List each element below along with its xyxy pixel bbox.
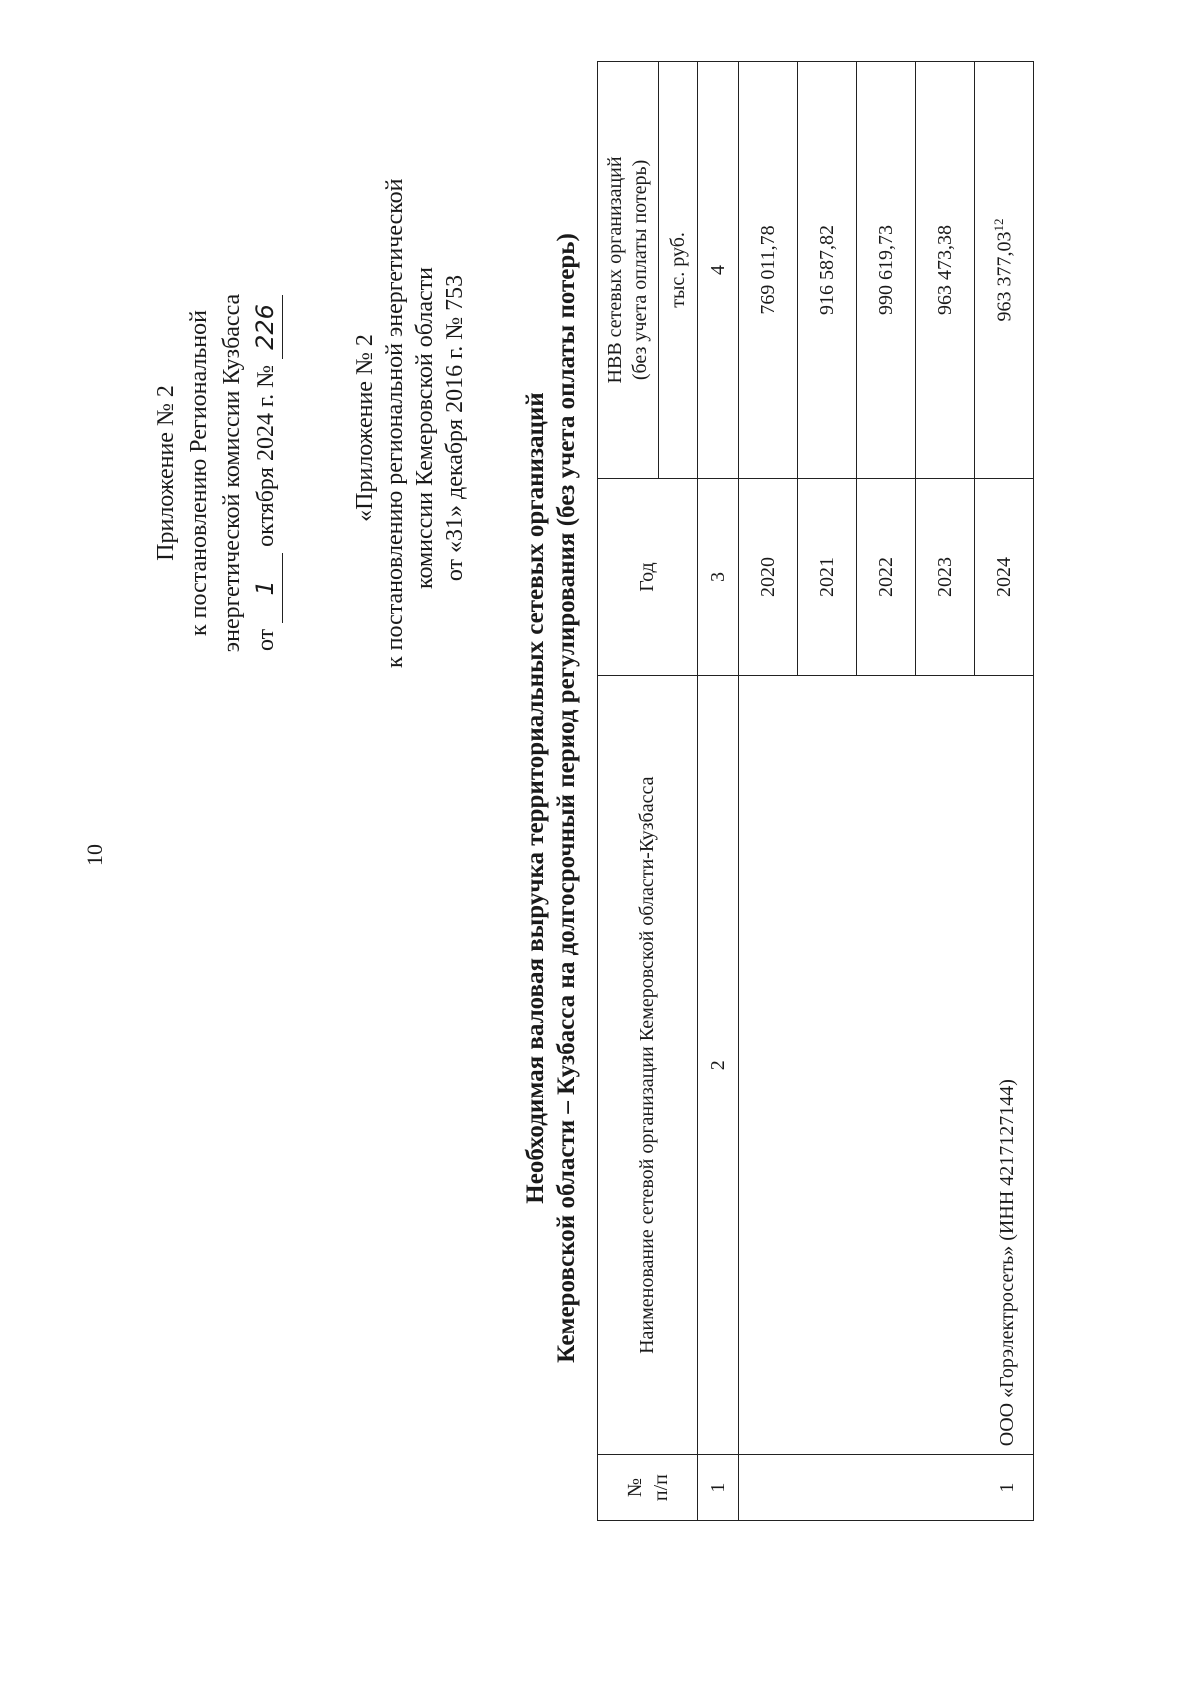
table-column-index-row	[698, 62, 739, 1521]
row-num: 1	[739, 1455, 1034, 1521]
document-title-line-2: Кемеровской области – Кузбасса на долгосрочный период регулирования (без учета оплаты потерь)	[553, 233, 580, 1363]
table-row	[739, 62, 798, 1521]
appendix-date-number: 226	[249, 295, 283, 359]
appendix-line-2: к постановлению Региональной	[186, 310, 212, 636]
footnote-mark: 12	[991, 218, 1007, 232]
row-value-2021: 916 587,82	[798, 62, 857, 479]
row-value-2022: 990 619,73	[857, 62, 916, 479]
page-number: 10	[82, 844, 107, 866]
header-year: Год	[598, 478, 698, 675]
nvv-table	[597, 61, 1034, 1521]
header-num: № п/п	[598, 1455, 698, 1521]
row-year-2022: 2022	[857, 478, 916, 675]
previous-appendix-header	[350, 178, 470, 668]
header-organization: Наименование сетевой организации Кемеровской области-Кузбасса	[598, 676, 698, 1455]
column-index-2: 2	[698, 676, 739, 1455]
row-year-2021: 2021	[798, 478, 857, 675]
row-value-2023: 963 473,38	[916, 62, 975, 479]
previous-appendix-line-4: от «31» декабря 2016 г. № 753	[442, 274, 468, 582]
row-year-2023: 2023	[916, 478, 975, 675]
column-index-3: 3	[698, 478, 739, 675]
table-header-row	[598, 62, 659, 1521]
row-value-2020: 769 011,78	[739, 62, 798, 479]
previous-appendix-line-1: «Приложение № 2	[352, 334, 378, 522]
row-value-2024-text: 963 377,03	[993, 231, 1016, 322]
previous-appendix-line-2: к постановлению региональной энергетической	[382, 178, 408, 668]
appendix-date-day: 1	[249, 553, 283, 623]
column-index-1: 1	[698, 1455, 739, 1521]
column-index-4: 4	[698, 62, 739, 479]
row-organization: ООО «Горэлектросеть» (ИНН 4217127144)	[739, 676, 1034, 1455]
row-year-2020: 2020	[739, 478, 798, 675]
row-value-2024	[975, 62, 1034, 479]
appendix-date-prefix: от	[253, 628, 279, 652]
appendix-line-1: Приложение № 2	[153, 385, 179, 561]
appendix-date-line	[249, 193, 283, 753]
appendix-line-3: энергетической комиссии Кузбасса	[219, 293, 245, 653]
row-year-2024: 2024	[975, 478, 1034, 675]
header-nvv: НВВ сетевых организаций (без учета оплаты потерь)	[598, 62, 659, 479]
header-unit: тыс. руб.	[659, 62, 698, 479]
previous-appendix-line-3: комиссии Кемеровской области	[412, 267, 438, 589]
document-title-line-1: Необходимая валовая выручка территориальных сетевых организаций	[522, 392, 549, 1204]
document-title	[520, 138, 582, 1458]
appendix-header	[150, 193, 283, 753]
appendix-date-rest: октября 2024 г. №	[253, 365, 279, 547]
